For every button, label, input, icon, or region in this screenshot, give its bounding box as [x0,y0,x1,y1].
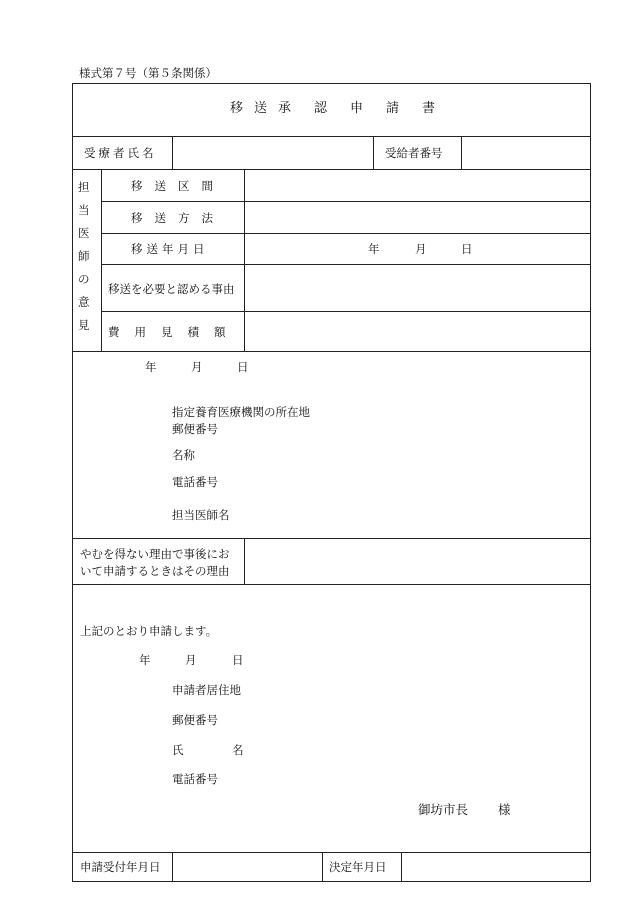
institution-address-label: 指定養育医療機関の所在地 [172,405,310,419]
doctor-opinion-char: 意 [78,295,90,309]
application-date-month: 月 [185,653,197,667]
title-char: 移 [230,101,244,116]
doctor-opinion-char: 担 [78,180,90,194]
doctor-opinion-char: の [78,272,90,286]
reason-label: 移送を必要と認める事由 [108,282,235,296]
decision-date-field[interactable] [402,853,590,881]
institution-info-field[interactable] [330,398,585,528]
addressee: 御坊市長 [418,802,469,817]
rule-h [72,351,591,352]
received-date-field[interactable] [173,853,322,881]
rule-h [72,584,591,585]
frame-left [72,83,73,882]
attending-doctor-label: 担当医師名 [172,508,230,522]
applicant-postal-label: 郵便番号 [172,713,218,727]
title-char: 認 [314,101,328,116]
recipient-name-field[interactable] [173,137,373,169]
title-char: 送 [254,101,268,116]
late-reason-field[interactable] [245,539,590,584]
late-reason-label-line1: やむを得ない理由で事後にお [80,547,230,561]
transfer-date-day: 日 [461,242,473,256]
frame-bottom [72,881,591,882]
decision-date-label: 決定年月日 [329,860,387,874]
institution-date-month: 月 [191,360,203,374]
addressee-honorific: 様 [498,802,511,817]
doctor-opinion-char: 当 [78,203,90,217]
title-char: 請 [386,101,400,116]
title-char: 申 [350,101,364,116]
rule-v [373,136,374,170]
recipient-name-label: 受療者氏名 [84,146,157,160]
transfer-date-label: 移送年月日 [131,242,209,256]
reason-field[interactable] [245,265,590,311]
transfer-method-label: 移送方法 [131,211,225,225]
rule-v [322,852,323,882]
received-date-label: 申請受付年月日 [80,860,161,874]
institution-date-day: 日 [237,360,249,374]
beneficiary-number-label: 受給者番号 [385,146,443,160]
transfer-date-year: 年 [368,242,380,256]
transfer-method-field[interactable] [245,202,590,233]
applicant-info-field[interactable] [260,678,580,788]
transfer-section-field[interactable] [245,170,590,201]
institution-date-year: 年 [145,360,157,374]
frame-top [72,83,591,84]
cost-estimate-field[interactable] [245,312,590,351]
beneficiary-number-field[interactable] [462,137,590,169]
application-statement: 上記のとおり申請します。 [80,624,218,638]
doctor-opinion-char: 医 [78,226,90,240]
frame-right [590,83,591,882]
rule-v [101,169,102,352]
institution-name-label: 名称 [172,448,195,462]
applicant-name-label-2: 名 [232,743,244,757]
transfer-section-label: 移送区間 [131,179,225,193]
form-number-label: 様式第７号（第５条関係） [79,66,217,80]
transfer-date-month: 月 [415,242,427,256]
cost-estimate-label: 費用見積額 [108,325,241,339]
doctor-opinion-char: 師 [78,249,90,263]
application-date-year: 年 [139,653,151,667]
applicant-name-label-1: 氏 [172,743,184,757]
applicant-address-label: 申請者居住地 [172,683,241,697]
late-reason-label-line2: いて申請するときはその理由 [80,564,230,578]
form-title [0,102,630,120]
doctor-opinion-char: 見 [78,318,90,332]
title-char: 書 [422,101,436,116]
institution-postal-label: 郵便番号 [172,422,218,436]
institution-phone-label: 電話番号 [172,475,218,489]
applicant-phone-label: 電話番号 [172,772,218,786]
application-date-day: 日 [232,653,244,667]
title-char: 承 [278,101,292,116]
